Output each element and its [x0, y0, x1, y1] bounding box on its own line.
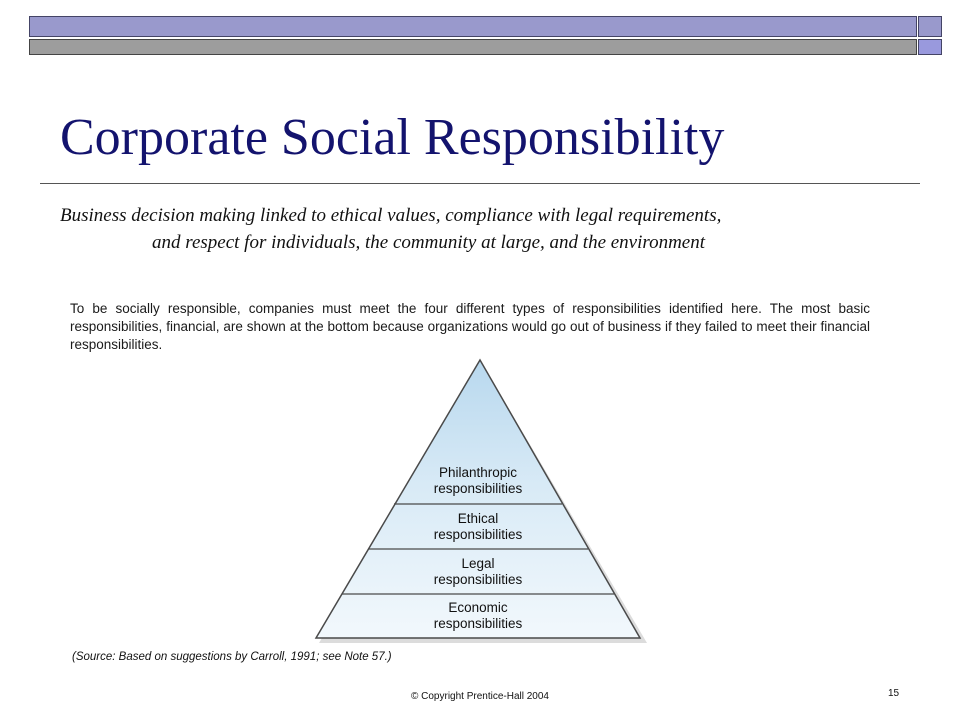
definition-line-1: Business decision making linked to ethical values, compliance with legal requirements, — [60, 205, 722, 226]
header-bar-top-box — [918, 16, 942, 37]
definition-line-2: and respect for individuals, the community at large, and the environment — [152, 232, 706, 253]
header-bar-top — [29, 16, 917, 37]
csr-definition — [60, 202, 920, 256]
pyramid-economic-title: Economic — [448, 600, 508, 615]
pyramid-economic-subtitle: responsibilities — [433, 616, 523, 631]
slide-title: Corporate Social Responsibility — [60, 109, 725, 166]
pyramid-legal-subtitle: responsibilities — [433, 572, 523, 587]
header-bar-bottom-box — [918, 39, 942, 55]
source-citation: (Source: Based on suggestions by Carroll, 1991; see Note 57.) — [72, 651, 392, 663]
copyright-notice: © Copyright Prentice-Hall 2004 — [411, 691, 549, 702]
header-bar-bottom — [29, 39, 917, 55]
page-number: 15 — [888, 688, 900, 699]
responsibility-pyramid — [310, 358, 650, 648]
pyramid-philanthropic-title: Philanthropic — [438, 465, 518, 480]
title-divider — [40, 183, 920, 184]
pyramid-ethical-subtitle: responsibilities — [433, 527, 523, 542]
pyramid-shape — [316, 360, 640, 638]
pyramid-legal-title: Legal — [461, 556, 495, 571]
pyramid-philanthropic-subtitle: responsibilities — [433, 481, 523, 496]
pyramid-ethical-title: Ethical — [457, 511, 499, 526]
figure-caption: To be socially responsible, companies must meet the four different types of responsibilities identified here. The most basic responsibilities, financial, are shown at the bottom because organizations would go out of business if they failed to meet their financial responsibilities. — [70, 301, 870, 352]
